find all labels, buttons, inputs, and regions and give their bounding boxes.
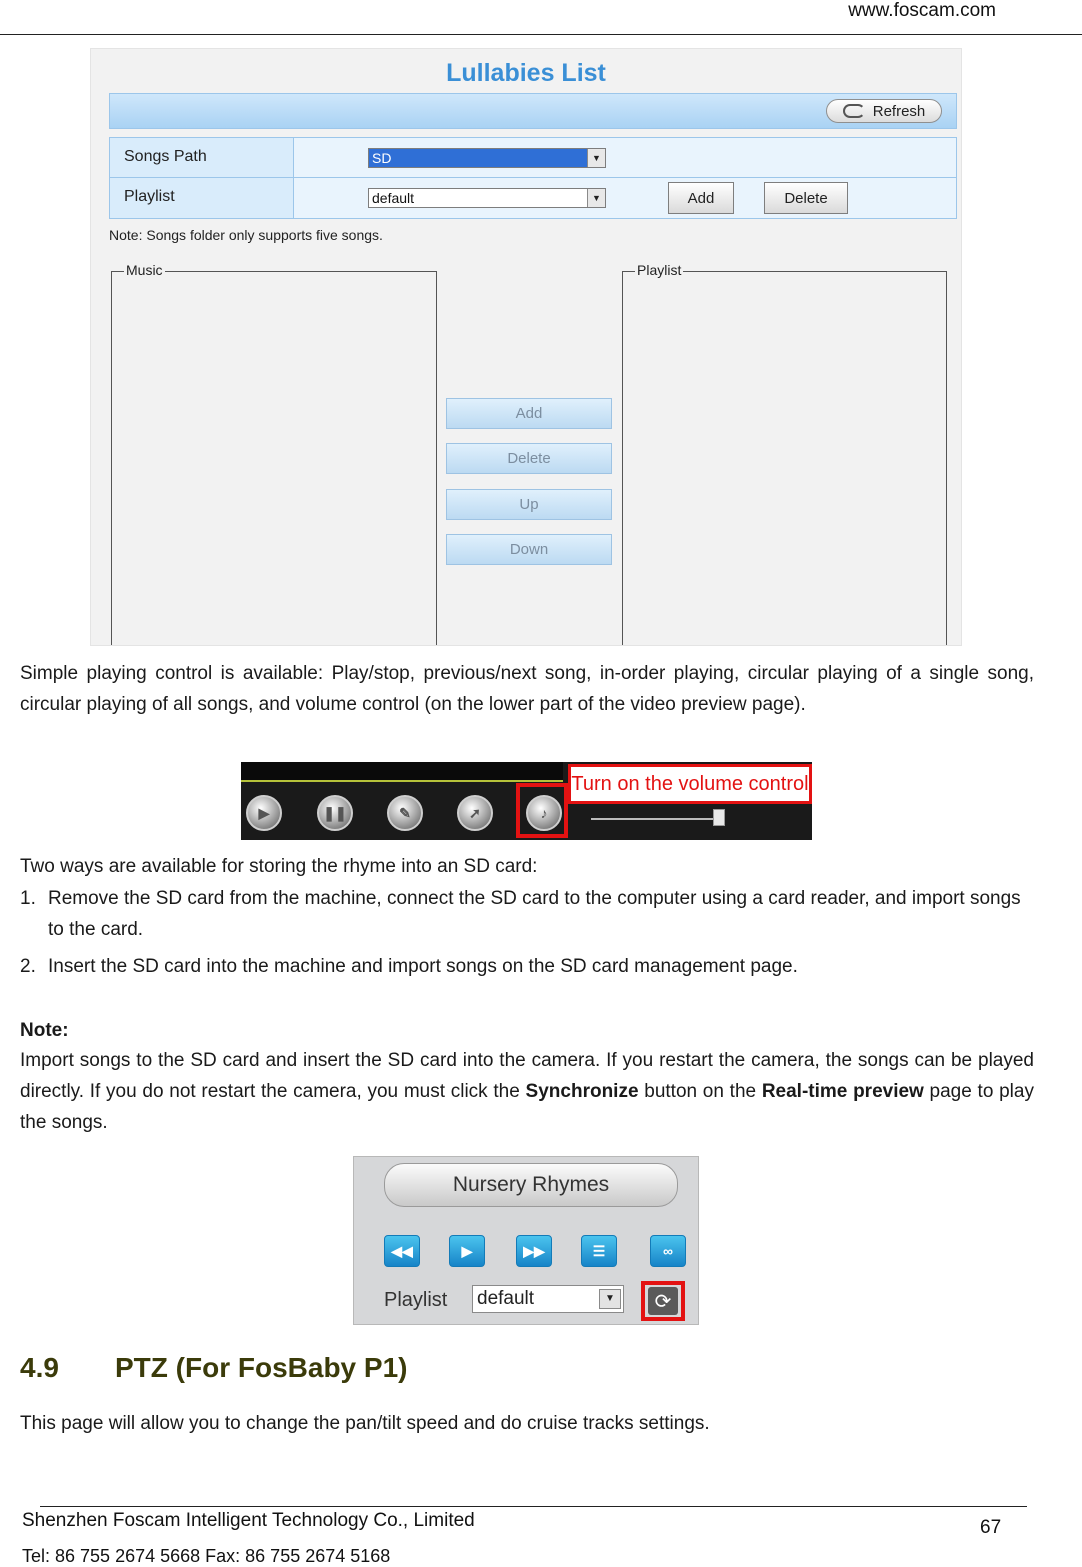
talk-icon[interactable]: ➚ xyxy=(457,795,493,831)
down-song-button[interactable]: Down xyxy=(446,534,612,565)
previous-icon[interactable]: ◀◀ xyxy=(384,1235,420,1267)
storage-list-item-1: 1. Remove the SD card from the machine, connect the SD card to the computer using a card reader, and import songs to the card. xyxy=(20,888,1021,940)
refresh-label: Refresh xyxy=(872,102,926,120)
note-text: Import songs to the SD card and insert the SD card into the camera. If you restart the camera, the songs can be played directly. If you do not restart the camera, you must click the Synchronize button on the Real-time preview page to play the songs. xyxy=(20,1050,1034,1133)
refresh-button[interactable] xyxy=(826,99,942,123)
play-icon[interactable]: ▶ xyxy=(449,1235,485,1267)
volume-icon[interactable]: ♪ xyxy=(526,795,562,831)
nursery-rhymes-button[interactable]: Nursery Rhymes xyxy=(384,1163,678,1207)
microphone-icon[interactable]: ✎ xyxy=(387,795,423,831)
footer-company: Shenzhen Foscam Intelligent Technology Co., Limited xyxy=(22,1510,475,1531)
chevron-down-icon: ▼ xyxy=(587,189,605,207)
lullabies-toolbar xyxy=(109,93,957,129)
delete-song-button[interactable]: Delete xyxy=(446,443,612,474)
lullabies-list-screenshot xyxy=(90,48,962,646)
synchronize-button[interactable] xyxy=(641,1281,685,1321)
up-song-button[interactable]: Up xyxy=(446,489,612,520)
playlist-row xyxy=(110,178,956,218)
volume-slider-thumb[interactable] xyxy=(713,809,725,826)
songs-path-label: Songs Path xyxy=(110,138,294,177)
songs-path-select[interactable]: SD ▼ xyxy=(368,148,606,168)
storage-list-item-2: 2. Insert the SD card into the machine and import songs on the SD card management page. xyxy=(20,956,798,977)
play-icon[interactable]: ▶ xyxy=(246,795,282,831)
synchronize-emphasis: Synchronize xyxy=(525,1081,639,1102)
nursery-playlist-select[interactable]: default ▼ xyxy=(472,1285,624,1313)
loop-icon[interactable]: ∞ xyxy=(650,1235,686,1267)
section-heading: 4.9 PTZ (For FosBaby P1) xyxy=(20,1352,408,1383)
playlist-select[interactable]: default ▼ xyxy=(368,188,606,208)
real-time-preview-emphasis: Real-time preview xyxy=(761,1081,924,1102)
section-text: This page will allow you to change the pan/tilt speed and do cruise tracks settings. xyxy=(20,1413,710,1434)
chevron-down-icon: ▼ xyxy=(587,149,605,167)
list-icon[interactable]: ☰ xyxy=(581,1235,617,1267)
header-url: www.foscam.com xyxy=(848,0,996,21)
lullabies-settings-table xyxy=(109,137,957,219)
playlist-label: Playlist xyxy=(110,178,294,218)
add-song-button[interactable]: Add xyxy=(446,398,612,429)
nursery-rhymes-screenshot xyxy=(353,1156,699,1325)
footer-rule xyxy=(40,1506,1027,1507)
delete-playlist-button[interactable]: Delete xyxy=(764,182,848,214)
volume-callout: Turn on the volume control xyxy=(568,764,812,804)
storage-intro: Two ways are available for storing the rhyme into an SD card: xyxy=(20,856,538,877)
chevron-down-icon: ▼ xyxy=(599,1289,621,1309)
music-legend: Music xyxy=(126,262,163,278)
header-rule xyxy=(0,34,1082,35)
lullabies-title: Lullabies List xyxy=(446,59,606,87)
footer-tel: Tel: 86 755 2674 5668 Fax: 86 755 2674 5168 xyxy=(22,1546,391,1566)
refresh-icon xyxy=(843,104,865,118)
pause-icon[interactable]: ❚❚ xyxy=(317,795,353,831)
volume-slider-track[interactable] xyxy=(591,818,716,820)
nursery-playlist-label: Playlist xyxy=(384,1289,448,1311)
note-heading: Note: xyxy=(20,1020,69,1041)
video-area-strip xyxy=(241,762,563,782)
player-controls-screenshot xyxy=(241,762,812,840)
volume-highlight-box xyxy=(516,783,568,838)
next-icon[interactable]: ▶▶ xyxy=(516,1235,552,1267)
page-number: 67 xyxy=(980,1517,1002,1538)
add-playlist-button[interactable]: Add xyxy=(668,182,734,214)
playlist-listbox[interactable] xyxy=(622,262,947,646)
playback-description: Simple playing control is available: Play/stop, previous/next song, in-order playing, circular playing of a single song, circular playing of all songs, and volume control (on the lower part of the video preview page). xyxy=(20,663,1034,715)
songs-note: Note: Songs folder only supports five songs. xyxy=(109,227,383,243)
playlist-legend: Playlist xyxy=(637,262,682,278)
music-listbox[interactable] xyxy=(111,262,437,646)
sync-icon: ⟳ xyxy=(648,1287,678,1315)
songs-path-row xyxy=(110,138,956,178)
